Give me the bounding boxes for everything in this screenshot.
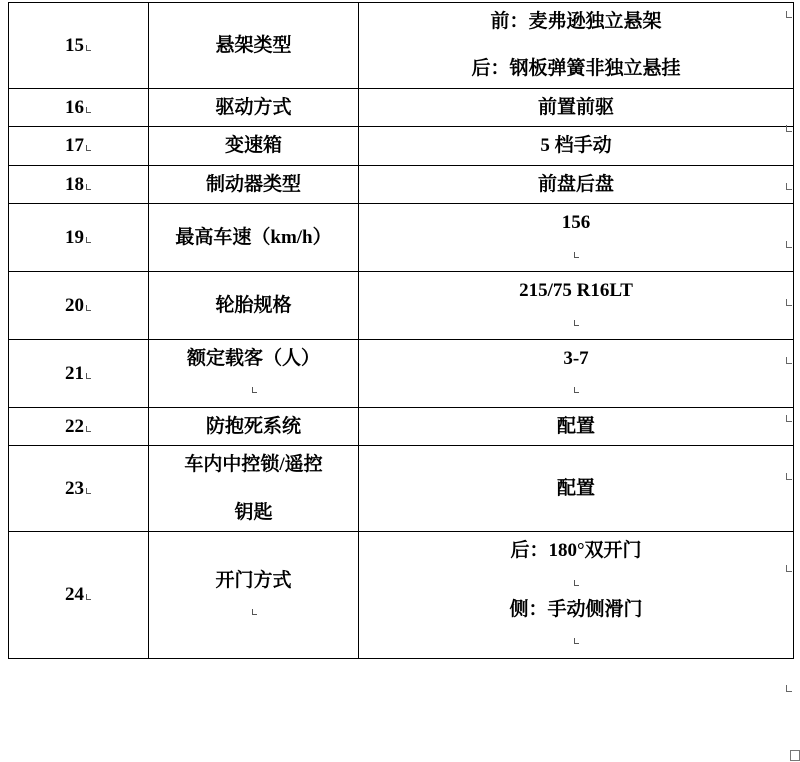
row-name-21-line1: 额定载客（人） xyxy=(186,347,320,369)
row-name-24-line1: 开门方式 xyxy=(215,569,292,591)
edit-tick-icon xyxy=(574,634,580,644)
row-name-cell xyxy=(149,272,359,340)
row-index-cell xyxy=(9,532,149,659)
row-index-cell xyxy=(9,3,149,89)
table-row xyxy=(9,127,794,165)
row-index-18: 18 xyxy=(65,173,84,195)
row-name-20-line1: 轮胎规格 xyxy=(215,294,292,316)
edit-tick-icon xyxy=(86,103,92,113)
edit-tick-icon xyxy=(86,41,92,51)
row-name-cell xyxy=(149,339,359,407)
row-value-15-line1: 前：麦弗逊独立悬架 xyxy=(490,11,662,32)
row-index-cell xyxy=(9,204,149,272)
row-index-cell xyxy=(9,165,149,203)
row-name-16-line1: 驱动方式 xyxy=(215,96,292,118)
edit-tick-icon xyxy=(86,422,92,432)
row-value-24-line1: 后：180°双开门 xyxy=(510,540,642,562)
paragraph-mark-icon xyxy=(786,296,794,306)
row-index-cell xyxy=(9,127,149,165)
edit-tick-icon xyxy=(252,383,258,393)
row-name-cell xyxy=(149,204,359,272)
row-value-24-line2: 侧：手动侧滑门 xyxy=(509,599,643,620)
row-index-20: 20 xyxy=(65,294,84,316)
edit-tick-icon xyxy=(86,180,92,190)
paragraph-mark-icon xyxy=(786,354,794,364)
paragraph-mark-icon xyxy=(786,562,794,572)
row-value-cell xyxy=(359,88,794,126)
row-value-16-line1: 前置前驱 xyxy=(537,96,614,118)
row-index-16: 16 xyxy=(65,96,84,118)
table-row xyxy=(9,204,794,272)
table-row xyxy=(9,88,794,126)
row-value-cell xyxy=(359,339,794,407)
row-name-17-line1: 变速箱 xyxy=(224,135,282,157)
table-row xyxy=(9,446,794,532)
row-name-cell xyxy=(149,3,359,89)
row-value-cell xyxy=(359,3,794,89)
edit-tick-icon xyxy=(86,141,92,151)
row-value-22-line1: 配置 xyxy=(556,415,595,437)
row-value-cell xyxy=(359,407,794,445)
paragraph-mark-icon xyxy=(786,412,794,422)
row-index-22: 22 xyxy=(65,415,84,437)
row-value-15-line2: 后：钢板弹簧非独立悬挂 xyxy=(471,58,681,80)
row-value-23-line1: 配置 xyxy=(556,477,595,499)
paragraph-mark-icon xyxy=(786,682,794,692)
table-row xyxy=(9,165,794,203)
row-value-cell xyxy=(359,127,794,165)
row-index-19: 19 xyxy=(65,226,84,248)
row-index-15: 15 xyxy=(65,34,84,56)
paragraph-mark-icon xyxy=(786,238,794,248)
row-index-cell xyxy=(9,446,149,532)
row-value-cell xyxy=(359,532,794,659)
row-name-cell xyxy=(149,88,359,126)
row-index-23: 23 xyxy=(65,477,84,499)
row-name-cell xyxy=(149,165,359,203)
paragraph-mark-icon xyxy=(786,122,794,132)
table-row xyxy=(9,3,794,89)
page-end-mark-icon xyxy=(790,750,800,761)
table-row xyxy=(9,272,794,340)
row-index-17: 17 xyxy=(65,135,84,157)
edit-tick-icon xyxy=(574,576,580,586)
row-index-cell xyxy=(9,339,149,407)
table-row xyxy=(9,407,794,445)
row-index-cell xyxy=(9,407,149,445)
edit-tick-icon xyxy=(86,484,92,494)
edit-tick-icon xyxy=(574,248,580,258)
row-index-cell xyxy=(9,272,149,340)
document-page xyxy=(0,2,800,762)
row-value-cell xyxy=(359,272,794,340)
row-name-22-line1: 防抱死系统 xyxy=(205,415,301,437)
edit-tick-icon xyxy=(574,383,580,393)
row-value-18-line1: 前盘后盘 xyxy=(537,173,614,195)
row-value-20-line1: 215/75 R16LT xyxy=(519,280,633,302)
row-name-19-line1: 最高车速（km/h） xyxy=(175,226,332,248)
row-name-cell xyxy=(149,446,359,532)
row-name-15-line1: 悬架类型 xyxy=(215,34,292,56)
paragraph-mark-icon xyxy=(786,8,794,18)
row-name-cell xyxy=(149,127,359,165)
row-value-21-line1: 3-7 xyxy=(563,347,589,369)
row-index-cell xyxy=(9,88,149,126)
paragraph-mark-icon xyxy=(786,470,794,480)
vehicle-spec-table xyxy=(8,2,794,659)
row-name-cell xyxy=(149,407,359,445)
row-value-cell xyxy=(359,204,794,272)
paragraph-mark-icon xyxy=(786,180,794,190)
row-value-cell xyxy=(359,446,794,532)
edit-tick-icon xyxy=(86,233,92,243)
table-body xyxy=(9,3,794,659)
row-name-18-line1: 制动器类型 xyxy=(205,173,301,195)
table-row xyxy=(9,339,794,407)
edit-tick-icon xyxy=(252,605,258,615)
row-index-24: 24 xyxy=(65,584,84,606)
edit-tick-icon xyxy=(574,316,580,326)
edit-tick-icon xyxy=(86,301,92,311)
edit-tick-icon xyxy=(86,590,92,600)
edit-tick-icon xyxy=(86,369,92,379)
row-value-19-line1: 156 xyxy=(561,212,591,234)
row-name-23-line1: 车内中控锁/遥控 xyxy=(184,454,323,476)
table-row xyxy=(9,532,794,659)
row-name-cell xyxy=(149,532,359,659)
row-value-cell xyxy=(359,165,794,203)
row-index-21: 21 xyxy=(65,362,84,384)
row-value-17-line1: 5 档手动 xyxy=(540,135,612,157)
row-name-23-line2: 钥匙 xyxy=(234,501,273,523)
